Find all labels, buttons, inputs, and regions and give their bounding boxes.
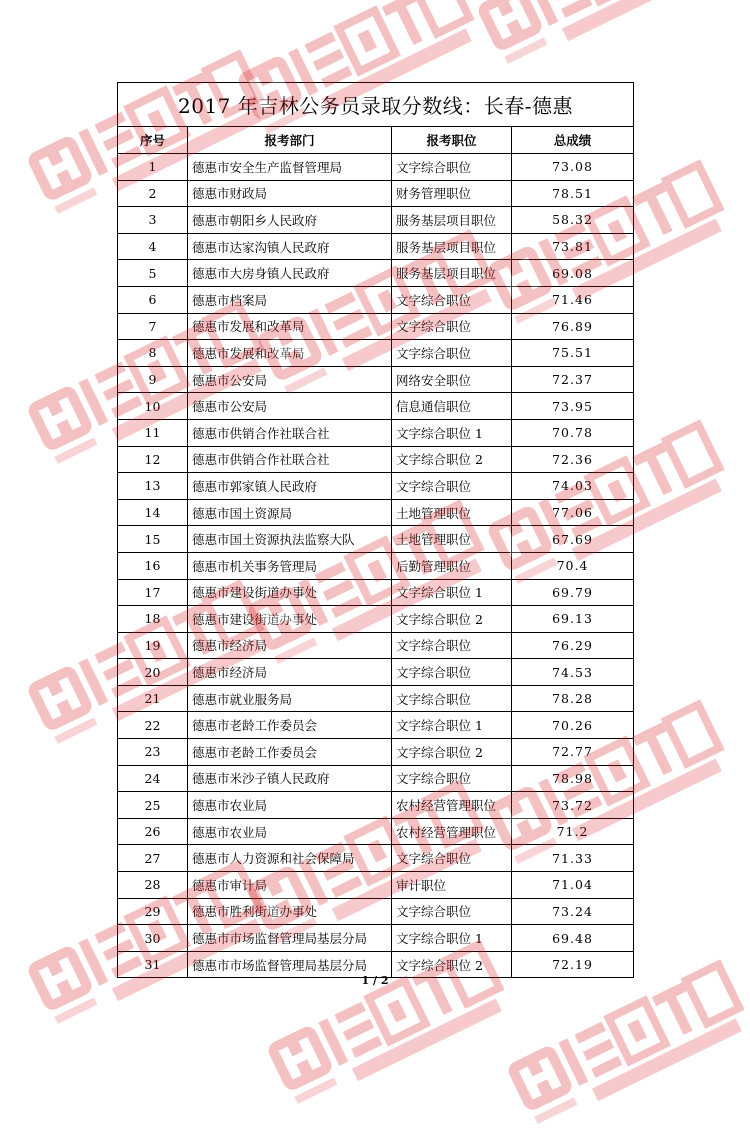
row-position: 文字综合职位 1 (392, 925, 512, 952)
table-row (118, 872, 634, 899)
row-dept: 德惠市朝阳乡人民政府 (188, 207, 392, 234)
row-dept: 德惠市达家沟镇人民政府 (188, 233, 392, 260)
row-no: 4 (118, 233, 188, 260)
table-row (118, 925, 634, 952)
row-score: 74.53 (512, 659, 634, 686)
row-score: 69.48 (512, 925, 634, 952)
row-dept: 德惠市公安局 (188, 393, 392, 420)
table-row (118, 579, 634, 606)
row-dept: 德惠市建设街道办事处 (188, 606, 392, 633)
row-dept: 德惠市老龄工作委员会 (188, 739, 392, 766)
row-dept: 德惠市经济局 (188, 659, 392, 686)
row-position: 后勤管理职位 (392, 552, 512, 579)
row-score: 73.72 (512, 792, 634, 819)
row-position: 文字综合职位 (392, 286, 512, 313)
row-dept: 德惠市供销合作社联合社 (188, 446, 392, 473)
row-position: 文字综合职位 (392, 632, 512, 659)
row-no: 12 (118, 446, 188, 473)
row-score: 72.36 (512, 446, 634, 473)
row-no: 21 (118, 685, 188, 712)
table-row (118, 526, 634, 553)
table-row (118, 286, 634, 313)
row-no: 24 (118, 765, 188, 792)
row-no: 9 (118, 366, 188, 393)
row-dept: 德惠市市场监督管理局基层分局 (188, 925, 392, 952)
row-dept: 德惠市农业局 (188, 792, 392, 819)
row-score: 58.32 (512, 207, 634, 234)
row-position: 农村经营管理职位 (392, 818, 512, 845)
row-position: 文字综合职位 (392, 313, 512, 340)
row-score: 78.51 (512, 180, 634, 207)
row-dept: 德惠市胜利街道办事处 (188, 898, 392, 925)
row-score: 71.33 (512, 845, 634, 872)
row-position: 文字综合职位 (392, 473, 512, 500)
row-position: 文字综合职位 2 (392, 446, 512, 473)
row-position: 文字综合职位 (392, 340, 512, 367)
row-no: 15 (118, 526, 188, 553)
header-position: 报考职位 (392, 127, 512, 154)
row-score: 72.77 (512, 739, 634, 766)
header-row (118, 127, 634, 154)
row-no: 29 (118, 898, 188, 925)
row-no: 7 (118, 313, 188, 340)
row-dept: 德惠市审计局 (188, 872, 392, 899)
row-no: 25 (118, 792, 188, 819)
row-no: 27 (118, 845, 188, 872)
page-title: 2017 年吉林公务员录取分数线：长春-德惠 (118, 83, 634, 127)
row-position: 文字综合职位 1 (392, 419, 512, 446)
row-score: 74.03 (512, 473, 634, 500)
table-row (118, 393, 634, 420)
row-no: 5 (118, 260, 188, 287)
table-body (118, 154, 634, 978)
row-position: 文字综合职位 2 (392, 739, 512, 766)
row-score: 71.04 (512, 872, 634, 899)
row-score: 69.79 (512, 579, 634, 606)
table-row (118, 446, 634, 473)
page-number: 1 / 2 (361, 974, 389, 987)
row-no: 22 (118, 712, 188, 739)
row-score: 78.28 (512, 685, 634, 712)
header-no: 序号 (118, 127, 188, 154)
row-dept: 德惠市经济局 (188, 632, 392, 659)
row-score: 72.37 (512, 366, 634, 393)
row-score: 69.13 (512, 606, 634, 633)
table-row (118, 154, 634, 181)
row-score: 70.78 (512, 419, 634, 446)
row-position: 审计职位 (392, 872, 512, 899)
row-score: 69.08 (512, 260, 634, 287)
row-position: 文字综合职位 (392, 845, 512, 872)
row-dept: 德惠市米沙子镇人民政府 (188, 765, 392, 792)
row-dept: 德惠市人力资源和社会保障局 (188, 845, 392, 872)
table-row (118, 419, 634, 446)
row-dept: 德惠市农业局 (188, 818, 392, 845)
row-no: 2 (118, 180, 188, 207)
table-row (118, 632, 634, 659)
row-dept: 德惠市供销合作社联合社 (188, 419, 392, 446)
row-no: 23 (118, 739, 188, 766)
row-no: 1 (118, 154, 188, 181)
row-dept: 德惠市大房身镇人民政府 (188, 260, 392, 287)
row-dept: 德惠市财政局 (188, 180, 392, 207)
row-no: 26 (118, 818, 188, 845)
row-position: 农村经营管理职位 (392, 792, 512, 819)
row-score: 70.26 (512, 712, 634, 739)
table-row (118, 792, 634, 819)
row-score: 71.2 (512, 818, 634, 845)
row-dept: 德惠市发展和改革局 (188, 313, 392, 340)
row-dept: 德惠市机关事务管理局 (188, 552, 392, 579)
row-score: 73.95 (512, 393, 634, 420)
row-no: 30 (118, 925, 188, 952)
row-no: 10 (118, 393, 188, 420)
row-score: 76.29 (512, 632, 634, 659)
table-row (118, 898, 634, 925)
row-score: 77.06 (512, 499, 634, 526)
row-score: 76.89 (512, 313, 634, 340)
row-position: 服务基层项目职位 (392, 233, 512, 260)
row-score: 73.08 (512, 154, 634, 181)
table-row (118, 313, 634, 340)
table-row (118, 260, 634, 287)
table-row (118, 765, 634, 792)
table-row (118, 340, 634, 367)
table-row (118, 473, 634, 500)
table-row (118, 207, 634, 234)
row-no: 8 (118, 340, 188, 367)
row-score: 72.19 (512, 951, 634, 978)
table-row (118, 739, 634, 766)
row-score: 78.98 (512, 765, 634, 792)
row-position: 网络安全职位 (392, 366, 512, 393)
row-position: 财务管理职位 (392, 180, 512, 207)
row-no: 28 (118, 872, 188, 899)
row-position: 文字综合职位 (392, 765, 512, 792)
row-dept: 德惠市就业服务局 (188, 685, 392, 712)
header-score: 总成绩 (512, 127, 634, 154)
row-position: 服务基层项目职位 (392, 207, 512, 234)
header-dept: 报考部门 (188, 127, 392, 154)
row-position: 服务基层项目职位 (392, 260, 512, 287)
table-row (118, 845, 634, 872)
row-position: 文字综合职位 1 (392, 712, 512, 739)
row-dept: 德惠市安全生产监督管理局 (188, 154, 392, 181)
row-position: 文字综合职位 (392, 898, 512, 925)
table-row (118, 606, 634, 633)
row-dept: 德惠市郭家镇人民政府 (188, 473, 392, 500)
table-row (118, 659, 634, 686)
row-position: 文字综合职位 (392, 659, 512, 686)
row-no: 14 (118, 499, 188, 526)
row-dept: 德惠市档案局 (188, 286, 392, 313)
row-position: 文字综合职位 (392, 154, 512, 181)
row-dept: 德惠市建设街道办事处 (188, 579, 392, 606)
table-row (118, 685, 634, 712)
row-no: 6 (118, 286, 188, 313)
row-dept: 德惠市国土资源执法监察大队 (188, 526, 392, 553)
row-no: 3 (118, 207, 188, 234)
table-row (118, 180, 634, 207)
row-score: 67.69 (512, 526, 634, 553)
row-no: 20 (118, 659, 188, 686)
row-no: 31 (118, 951, 188, 978)
row-score: 70.4 (512, 552, 634, 579)
row-position: 文字综合职位 2 (392, 951, 512, 978)
row-position: 文字综合职位 2 (392, 606, 512, 633)
table-row (118, 499, 634, 526)
row-score: 75.51 (512, 340, 634, 367)
row-no: 18 (118, 606, 188, 633)
table-row (118, 552, 634, 579)
table-row (118, 366, 634, 393)
score-table (117, 82, 634, 978)
table-row (118, 818, 634, 845)
row-score: 73.81 (512, 233, 634, 260)
row-position: 土地管理职位 (392, 499, 512, 526)
row-position: 信息通信职位 (392, 393, 512, 420)
huatu-logo-watermark (470, 0, 734, 81)
row-no: 16 (118, 552, 188, 579)
row-no: 13 (118, 473, 188, 500)
row-dept: 德惠市发展和改革局 (188, 340, 392, 367)
row-no: 19 (118, 632, 188, 659)
row-dept: 德惠市国土资源局 (188, 499, 392, 526)
table-row (118, 233, 634, 260)
row-position: 文字综合职位 (392, 685, 512, 712)
row-position: 土地管理职位 (392, 526, 512, 553)
row-score: 73.24 (512, 898, 634, 925)
row-dept: 德惠市公安局 (188, 366, 392, 393)
row-dept: 德惠市老龄工作委员会 (188, 712, 392, 739)
row-score: 71.46 (512, 286, 634, 313)
row-position: 文字综合职位 1 (392, 579, 512, 606)
row-no: 17 (118, 579, 188, 606)
row-no: 11 (118, 419, 188, 446)
row-dept: 德惠市市场监督管理局基层分局 (188, 951, 392, 978)
title-row (118, 83, 634, 127)
table-row (118, 712, 634, 739)
